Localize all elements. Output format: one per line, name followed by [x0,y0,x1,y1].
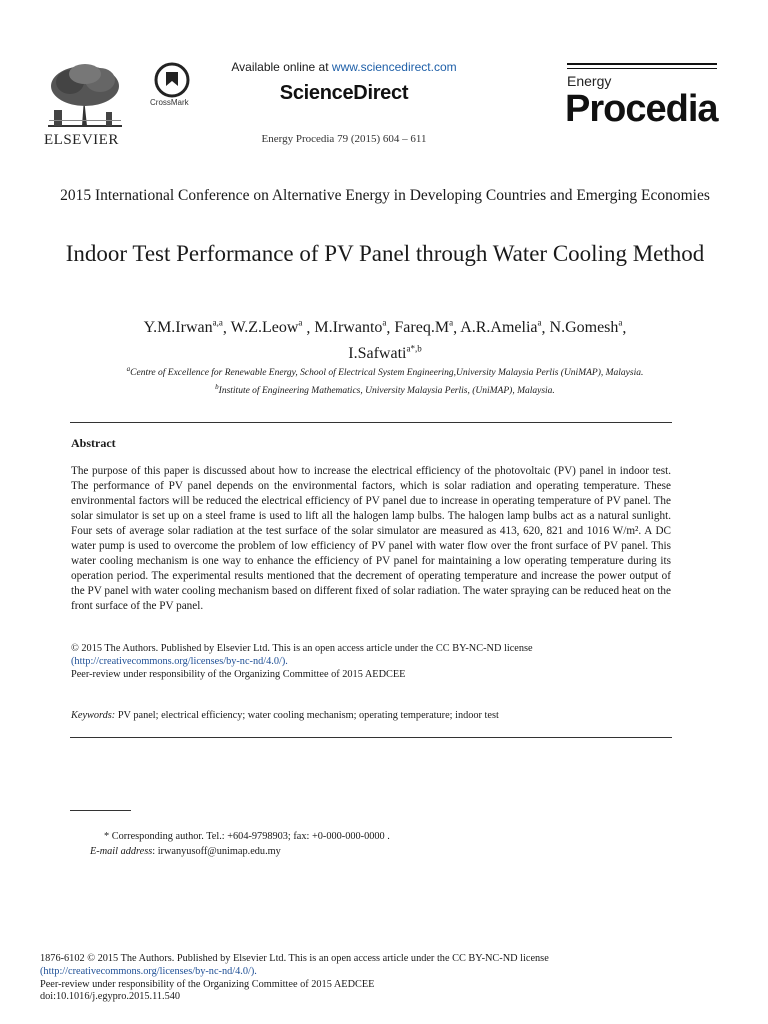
abstract-heading: Abstract [71,436,116,450]
author: I.Safwati$^{a*,b}$ [348,343,422,362]
footer-issn-line: 1876-6102 © 2015 The Authors. Published by Elsevier Ltd. This is an open access article under the CC BY-NC-ND license [40,953,549,964]
keywords-bottom-rule [70,737,672,738]
author-list: Y.M.Irwan$^{a,a}$, W.Z.Leow$^a$ , M.Irwanto$^a$, $Fareq.M^a$, A.R.Amelia$^a$, N.Gomesh$^a$, I.Safwati$^{a*,b}$ [143,318,627,362]
license-link[interactable]: (http://creativecommons.org/licenses/by-nc-nd/4.0/). [71,656,288,667]
author: M.Irwanto$^a$ [314,318,387,337]
author: A.R.Amelia$^a$ [460,318,542,337]
journal-logo-rule [567,63,717,65]
author: $Fareq.M^a$ [394,318,454,337]
peer-review-line: Peer-review under responsibility of the Organizing Committee of 2015 AEDCEE [71,669,406,680]
abstract-top-rule [70,422,672,423]
page-footer [40,953,700,1004]
doi[interactable]: doi:10.1016/j.egypro.2015.11.540 [40,991,181,1003]
copyright-notice [71,642,671,681]
crossmark-label: CrossMark [150,98,189,107]
footnote [90,829,390,859]
sciencedirect-link[interactable]: www.sciencedirect.com [331,60,457,74]
journal-reference: Energy Procedia 79 (2015) 604 – 611 [261,133,427,145]
footer-peer-review: Peer-review under responsibility of the Organizing Committee of 2015 AEDCEE [40,978,375,990]
keywords-text: PV panel; electrical efficiency; water cooling mechanism; operating temperature; indoor test [117,710,499,721]
email-line [90,844,390,859]
abstract-body: The purpose of this paper is discussed about how to increase the electrical efficiency of the photovoltaic (PV) panel in indoor test. The performance of PV panel depends on the environmental factors, which is solar radiation and operating temperature. These environmental factors will be reduced the electrical efficiency of PV panel due to increase in operating temperature of PV panel. The solar simulator is set up on a steel frame is used to lift all the halogen lamp bulbs. The halogen lamp bulbs act as a natural sunlight. Four sets of average solar radiation at the test surface of the solar simulator are measured as 413, 620, 821 and 1016 W/m². A DC water pump is used to overcome the problem of low efficiency of PV panel with water flow over the front surface of PV panel. This water cooling mechanism is one way to enhance the efficiency of PV panel for maintaining a low operating temperature during its operation period. The experimental results mentioned that the decrement of operating temperature and increase the power output of the PV panel with water cooling mechanism based on different fixed of solar radiation. The water spraying can be reduced heat on the front surface of the PV panel. [71,465,671,612]
journal-logo-procedia: Procedia [565,88,718,130]
keywords [71,710,671,721]
available-online [224,60,464,74]
footnote-rule [70,810,131,811]
crossmark-badge[interactable] [150,62,200,112]
elsevier-wordmark: ELSEVIER [44,132,119,148]
email-label: E-mail address [90,846,153,857]
available-online-prefix: Available online at [231,60,332,74]
corresponding-author: * Corresponding author. Tel.: +604-9798903; fax: +0-000-000-0000 . [104,831,390,842]
crossmark-icon [154,62,190,98]
affiliations [70,362,700,398]
keywords-label: Keywords: [71,710,116,721]
elsevier-tree-icon [40,60,130,132]
paper-title: Indoor Test Performance of PV Panel through Water Cooling Method [65,241,705,266]
author: Y.M.Irwan$^{a,a}$ [143,318,223,337]
conference-name: 2015 International Conference on Alternative Energy in Developing Countries and Emerging Economies [60,187,710,204]
author: W.Z.Leow$^a$ [230,318,303,337]
journal-logo-rule-thin [567,68,717,69]
copyright-line: © 2015 The Authors. Published by Elsevier Ltd. This is an open access article under the CC BY-NC-ND license [71,643,533,654]
email-address[interactable]: : irwanyusoff@unimap.edu.my [152,846,281,857]
journal-logo-energy: Energy [567,73,612,89]
affiliation: $^a$Centre of Excellence for Renewable Energy, School of Electrical System Engineering,University Malaysia Perlis (UniMAP), Malaysia. [126,365,644,379]
sciencedirect-wordmark: ScienceDirect [279,82,409,104]
author: N.Gomesh$^a$ [549,318,623,337]
elsevier-logo [40,60,130,150]
affiliation: $^b$Institute of Engineering Mathematics, University Malaysia Perlis, (UniMAP), Malaysia. [215,383,555,397]
footer-license-link[interactable]: (http://creativecommons.org/licenses/by-nc-nd/4.0/). [40,965,257,977]
